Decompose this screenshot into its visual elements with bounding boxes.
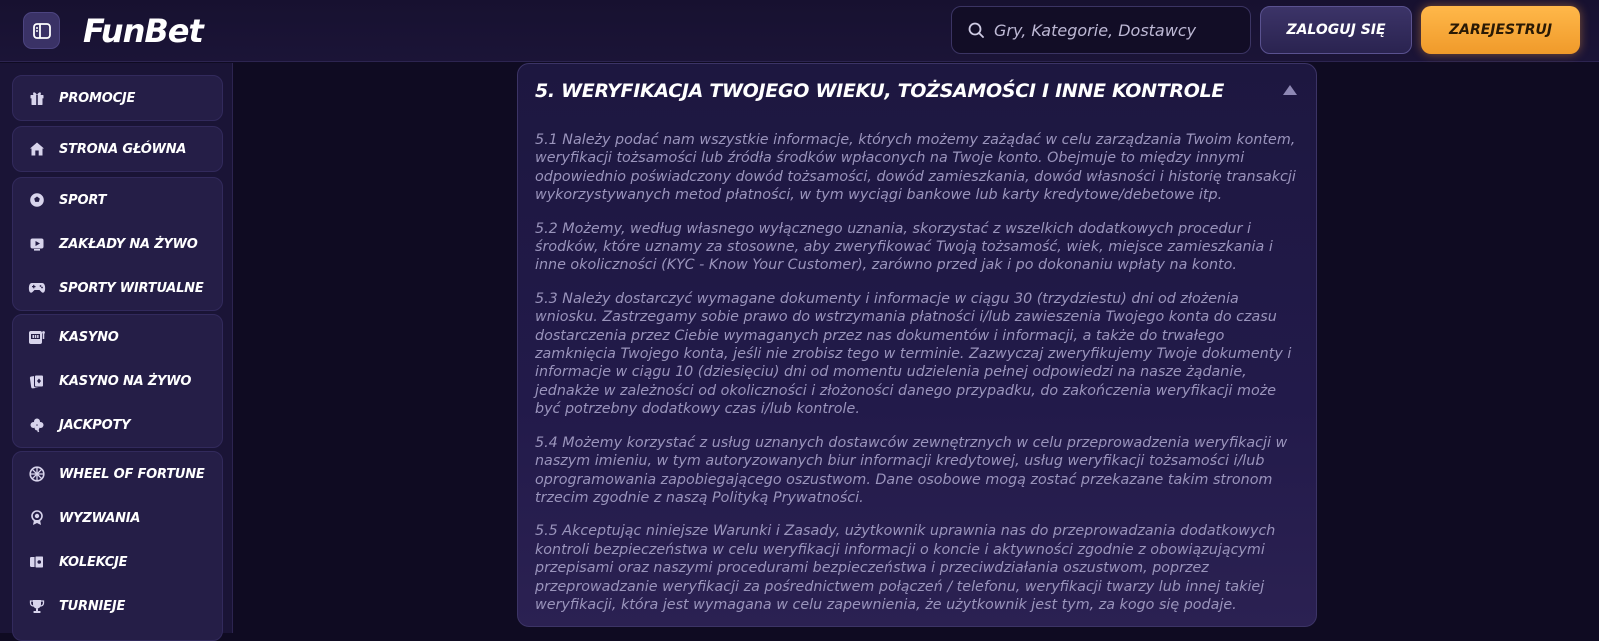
sidebar-group-home: [12, 126, 223, 172]
sidebar-item-promocje[interactable]: [13, 76, 222, 120]
live-play-icon: [27, 234, 47, 254]
sidebar-item-label: TURNIEJE: [59, 598, 126, 614]
sidebar-item-turnieje[interactable]: [13, 584, 222, 628]
sidebar-group-extras: [12, 451, 223, 641]
paragraph-5-3: 5.3 Należy dostarczyć wymagane dokumenty i informacje w ciągu 30 (trzydziestu) dni od złożenia wniosku. Zastrzegamy sobie prawo do wstrzymania płatności i/lub zawieszenia Twojego konta do czasu dostarczenia przez Ciebie wymaganych przez nas dokumentów i informacji, a także do trwałego zamknięcia Twojego konta, jeśli nie zrobisz tego w terminie. Zazwyczaj zweryfikujemy Twoje dokumenty i informacje w ciągu 10 (dziesięciu) dni od momentu udzielenia pełnej odpowiedzi na nasze żądanie, jednakże w zależności od okoliczności i złożoności danego przypadku, do zakończenia weryfikacji może być potrzebny dodatkowy czas i/lub kontrole.: [535, 290, 1292, 418]
section-content: [535, 131, 1305, 627]
sidebar-toggle-icon: [33, 23, 51, 39]
top-bar: [0, 0, 1599, 62]
sidebar-item-label: PROMOCJE: [59, 90, 136, 106]
sidebar-group-promotions: [12, 75, 223, 121]
paragraph-5-2: 5.2 Możemy, według własnego wyłącznego uznania, skorzystać z wszelkich dodatkowych procedur i środków, które uznamy za stosowne, aby zweryfikować Twoją tożsamość, wiek, miejsce zamieszkania i inne okoliczności (KYC - Know Your Customer), zarówno przed jak i po dokonaniu wpłaty na konto.: [535, 220, 1273, 274]
section-title[interactable]: 5. WERYFIKACJA TWOJEGO WIEKU, TOŻSAMOŚCI I INNE KONTROLE: [535, 80, 1225, 102]
search-icon: [968, 22, 984, 38]
sidebar-item-label: KASYNO: [59, 329, 119, 345]
sidebar-item-label: WYZWANIA: [59, 510, 141, 526]
trophy-icon: [27, 596, 47, 616]
sidebar-item-label: STRONA GŁÓWNA: [59, 141, 187, 157]
paragraph-5-1: 5.1 Należy podać nam wszystkie informacje, których możemy zażądać w celu zarządzania Twoim kontem, weryfikacji tożsamości lub źródła środków wpłaconych na Twoje konto. Obejmuje to między innymi odpowiednio poświadczony dowód tożsamości, dowód zamieszkania, dowód własności i historię transakcji wykorzystywanych metod płatności, w tym wyciągi bankowe lub karty kredytowe/debetowe itp.: [535, 132, 1296, 204]
sidebar-item-label: KASYNO NA ŻYWO: [59, 373, 192, 389]
sidebar-toggle-button[interactable]: [23, 12, 60, 49]
chevron-up-icon[interactable]: [1282, 84, 1298, 96]
search-box[interactable]: [951, 6, 1251, 54]
gamepad-icon: [27, 278, 47, 298]
logo[interactable]: FunBet: [83, 12, 203, 50]
main-content: [234, 63, 1599, 633]
sidebar-item-jackpoty[interactable]: [13, 403, 222, 447]
clover-icon: [27, 415, 47, 435]
sidebar-item-label: SPORTY WIRTUALNE: [59, 280, 204, 296]
sidebar-item-label: JACKPOTY: [59, 417, 131, 433]
sidebar-item-kasyno[interactable]: [13, 315, 222, 359]
sidebar-item-label: WHEEL OF FORTUNE: [59, 466, 205, 482]
sidebar-item-label: SPORT: [59, 192, 107, 208]
cards-icon: [27, 371, 47, 391]
collection-icon: [27, 552, 47, 572]
sidebar-item-label: KOLEKCJE: [59, 554, 128, 570]
sidebar-item-kolekcje[interactable]: [13, 540, 222, 584]
soccer-ball-icon: [27, 190, 47, 210]
sidebar-item-sport[interactable]: [13, 178, 222, 222]
login-button[interactable]: ZALOGUJ SIĘ: [1260, 6, 1412, 54]
sidebar-item-wyzwania[interactable]: [13, 496, 222, 540]
register-button[interactable]: ZAREJESTRUJ: [1421, 6, 1580, 54]
paragraph-5-5: 5.5 Akceptując niniejsze Warunki i Zasady, użytkownik uprawnia nas do przeprowadzania dodatkowych kontroli bezpieczeństwa w celu weryfikacji informacji o koncie i aktywności zgodnie z obowiązującymi przepisami oraz naszymi procedurami bezpieczeństwa i przeciwdziałania oszustwom, poprzez przeprowadzanie weryfikacji za pośrednictwem połączeń / telefonu, weryfikacji twarzy lub innej takiej weryfikacji, która jest wymagana w celu zapewnienia, że użytkownik jest tym, za kogo się podaje.: [535, 523, 1276, 613]
search-input[interactable]: [994, 21, 1234, 40]
terms-section-panel: [517, 63, 1317, 627]
gift-icon: [27, 88, 47, 108]
sidebar-item-zaklady-na-zywo[interactable]: [13, 222, 222, 266]
paragraph-5-4: 5.4 Możemy korzystać z usług uznanych dostawców zewnętrznych w celu przeprowadzenia weryfikacji w naszym imieniu, w tym autoryzowanych biur informacji kredytowej, usług weryfikacji tożsamości i/lub oprogramowania zapobiegającego oszustwom. Dane osobowe mogą zostać przekazane takim stronom trzecim zgodnie z naszą Polityką Prywatności.: [535, 434, 1288, 506]
sidebar-item-label: ZAKŁADY NA ŻYWO: [59, 236, 198, 252]
wheel-icon: [27, 464, 47, 484]
sidebar-group-sport: [12, 177, 223, 311]
sidebar-group-casino: [12, 314, 223, 448]
medal-icon: [27, 508, 47, 528]
sidebar-item-sporty-wirtualne[interactable]: [13, 266, 222, 310]
sidebar-item-wheel-of-fortune[interactable]: [13, 452, 222, 496]
home-icon: [27, 139, 47, 159]
sidebar-item-strona-glowna[interactable]: [13, 127, 222, 171]
sidebar: [0, 63, 233, 633]
sidebar-item-kasyno-na-zywo[interactable]: [13, 359, 222, 403]
slot-machine-icon: [27, 327, 47, 347]
